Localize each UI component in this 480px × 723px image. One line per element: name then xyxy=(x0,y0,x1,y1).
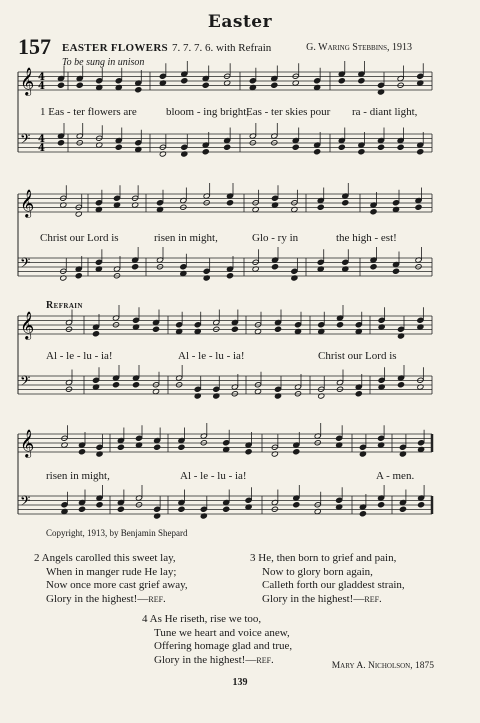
performance-direction: To be sung in unison xyxy=(62,57,145,68)
bass-clef: 𝄢 xyxy=(20,255,31,274)
note-head xyxy=(135,435,142,441)
verse-2-line-1: 2 Angels carolled this sweet lay, xyxy=(34,552,176,564)
note-head xyxy=(194,322,201,328)
verse-4-line-1: 4 As He riseth, rise we too, xyxy=(142,613,262,625)
note-head xyxy=(274,326,281,332)
verse-2-refrain-text: Glory in the highest!— xyxy=(46,592,149,605)
time-signature: 4 xyxy=(38,134,45,145)
note-head xyxy=(154,444,161,450)
verse-2-line-4 xyxy=(34,593,188,607)
note-head xyxy=(180,264,187,270)
note-head xyxy=(355,322,362,328)
note-head xyxy=(377,144,384,150)
refrain-label: Refrain xyxy=(46,300,83,311)
note-head xyxy=(271,195,278,201)
bass-clef: 𝄢 xyxy=(20,493,31,512)
note-head xyxy=(78,449,85,455)
treble-clef: 𝄞 xyxy=(20,429,35,457)
note-head xyxy=(78,506,85,512)
note-head xyxy=(271,264,278,270)
hymn-meter: 7. 7. 7. 6. with Refrain xyxy=(172,42,272,54)
note-head xyxy=(57,140,64,146)
hymn-title: EASTER FLOWERS xyxy=(62,42,168,54)
note-head xyxy=(135,87,142,93)
note-head xyxy=(226,200,233,206)
verse-4-line-2: Tune we heart and voice anew, xyxy=(154,626,290,639)
note-head xyxy=(115,144,122,150)
note-head xyxy=(317,204,324,210)
note-head xyxy=(355,391,362,397)
note-head xyxy=(115,78,122,84)
note-head xyxy=(378,435,385,441)
lyric-line1-b: bloom - ing bright, xyxy=(166,106,250,118)
note-head xyxy=(226,273,233,279)
verse-3-line-1: 3 He, then born to grief and pain, xyxy=(250,552,397,564)
note-head xyxy=(377,82,384,88)
note-head xyxy=(359,444,366,450)
note-head xyxy=(181,144,188,150)
lyric-line2-b: risen in might, xyxy=(154,232,218,244)
treble-clef: 𝄞 xyxy=(20,67,35,95)
verse-4-line-3: Offering homage glad and true, xyxy=(154,640,293,652)
note-head xyxy=(75,273,82,279)
note-head xyxy=(156,200,163,206)
note-head xyxy=(291,268,298,274)
treble-clef: 𝄞 xyxy=(20,189,35,217)
time-signature: 4 xyxy=(38,81,45,92)
note-head xyxy=(378,502,385,508)
note-head xyxy=(95,200,102,206)
lyric-line3-b: Al - le - lu - ia! xyxy=(178,350,245,362)
verse-4 xyxy=(142,613,292,667)
verse-3-line-4 xyxy=(250,593,405,607)
note-head xyxy=(92,331,99,337)
hymn-number: 157 xyxy=(18,34,51,59)
note-head xyxy=(399,506,406,512)
note-head xyxy=(338,144,345,150)
note-head xyxy=(271,82,278,88)
verse-2-ref-mark: ref. xyxy=(148,592,166,605)
note-head xyxy=(202,149,209,155)
note-head xyxy=(132,317,139,323)
lyric-line2-a: Christ our Lord is xyxy=(40,232,119,244)
verse-3-line-3: Calleth forth our gladdest strain, xyxy=(262,579,405,591)
note-head xyxy=(358,78,365,84)
note-head xyxy=(397,144,404,150)
note-head xyxy=(318,322,325,328)
note-head xyxy=(231,326,238,332)
note-head xyxy=(135,140,142,146)
note-head xyxy=(370,264,377,270)
note-head xyxy=(95,259,102,265)
verse-2-line-3: Now once more cast grief away, xyxy=(46,579,188,591)
note-head xyxy=(96,444,103,450)
lyric-line1-d: ra - diant light, xyxy=(352,106,418,118)
note-head xyxy=(336,497,343,503)
lyric-line1-a: 1 Eas - ter flowers are xyxy=(40,106,137,118)
verse-3 xyxy=(250,552,405,606)
lyric-line3-c: Christ our Lord is xyxy=(318,350,397,362)
note-head xyxy=(293,449,300,455)
note-head xyxy=(57,82,64,88)
note-head xyxy=(292,144,299,150)
copyright-notice: Copyright, 1913, by Benjamin Shepard xyxy=(46,528,188,538)
note-head xyxy=(418,502,425,508)
verse-2-line-2: When in manger rude He lay; xyxy=(46,565,177,578)
verse-3-ref-mark: ref. xyxy=(364,592,382,605)
lyricist-credit: Mary A. Nicholson, 1875 xyxy=(331,661,434,671)
note-head xyxy=(314,149,321,155)
note-head xyxy=(397,326,404,332)
verse-4-refrain-text: Glory in the highest!— xyxy=(154,653,257,666)
note-head xyxy=(415,204,422,210)
note-head xyxy=(96,502,103,508)
treble-clef: 𝄞 xyxy=(20,311,35,339)
lyric-line2-d: the high - est! xyxy=(336,232,397,244)
note-head xyxy=(178,506,185,512)
note-head xyxy=(223,440,230,446)
note-head xyxy=(223,506,230,512)
note-head xyxy=(358,149,365,155)
lyric-line2-c: Glo - ry in xyxy=(252,232,299,244)
note-head xyxy=(359,511,366,517)
note-head xyxy=(294,322,301,328)
note-head xyxy=(200,506,207,512)
verse-2 xyxy=(34,552,188,606)
note-head xyxy=(336,322,343,328)
note-head xyxy=(181,78,188,84)
note-head xyxy=(117,444,124,450)
lyric-line1-c: Eas - ter skies pour xyxy=(246,106,331,118)
note-head xyxy=(178,444,185,450)
note-head xyxy=(194,386,201,392)
note-head xyxy=(378,377,385,383)
note-head xyxy=(314,78,321,84)
verse-4-ref-mark: ref. xyxy=(256,653,274,666)
section-title: Easter xyxy=(207,12,273,32)
note-head xyxy=(370,209,377,215)
note-head xyxy=(92,377,99,383)
lyric-line3-a: Al - le - lu - ia! xyxy=(46,350,113,362)
note-head xyxy=(397,382,404,388)
verse-3-refrain-text: Glory in the highest!— xyxy=(262,592,365,605)
note-head xyxy=(245,449,252,455)
note-head xyxy=(399,444,406,450)
note-head xyxy=(336,435,343,441)
note-head xyxy=(154,506,161,512)
note-head xyxy=(203,268,210,274)
composer-credit: G. Waring Stebbins, 1913 xyxy=(306,42,412,53)
verse-4-line-4 xyxy=(142,654,292,668)
lyric-line4-c: A - men. xyxy=(376,470,415,482)
note-head xyxy=(418,440,425,446)
note-head xyxy=(113,195,120,201)
note-head xyxy=(245,497,252,503)
note-head xyxy=(224,144,231,150)
note-head xyxy=(202,82,209,88)
note-head xyxy=(338,78,345,84)
note-head xyxy=(293,502,300,508)
note-head xyxy=(96,78,103,84)
note-head xyxy=(274,386,281,392)
bass-clef: 𝄢 xyxy=(20,373,31,392)
note-head xyxy=(392,268,399,274)
lyric-line4-b: Al - le - lu - ia! xyxy=(180,470,247,482)
note-head xyxy=(392,200,399,206)
time-signature: 4 xyxy=(38,72,45,83)
note-head xyxy=(249,78,256,84)
lyric-line4-a: risen in might, xyxy=(46,470,110,482)
note-head xyxy=(112,382,119,388)
note-head xyxy=(76,82,83,88)
note-head xyxy=(152,326,159,332)
verse-3-line-2: Now to glory born again, xyxy=(262,565,373,578)
note-head xyxy=(417,149,424,155)
note-head xyxy=(317,259,324,265)
time-signature: 4 xyxy=(38,143,45,154)
page-number: 139 xyxy=(232,677,248,688)
note-head xyxy=(378,317,385,323)
note-head xyxy=(132,264,139,270)
note-head xyxy=(176,322,183,328)
note-head xyxy=(417,73,424,79)
note-head xyxy=(159,73,166,79)
note-head xyxy=(132,382,139,388)
note-head xyxy=(342,200,349,206)
note-head xyxy=(213,386,220,392)
note-head xyxy=(342,259,349,265)
note-head xyxy=(417,317,424,323)
note-head xyxy=(61,502,68,508)
note-head xyxy=(117,506,124,512)
bass-clef: 𝄢 xyxy=(20,131,31,150)
